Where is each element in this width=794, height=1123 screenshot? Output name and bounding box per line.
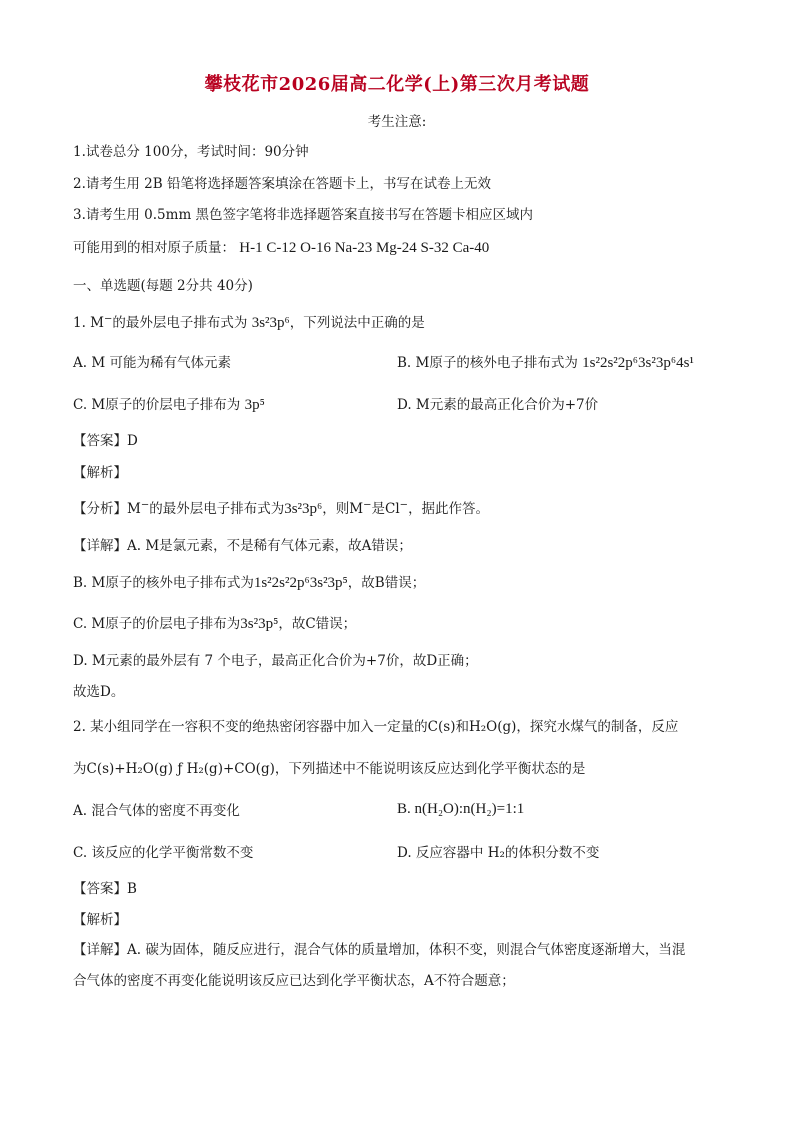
q1-fenxi-prefix: 【分析】M [73,501,141,517]
q1-detail-b-text: B. M原子的核外电子排布式为 [73,575,254,591]
q1-detail-d: D. M元素的最外层有 7 个电子，最高正化合价为+7价，故D正确； [73,653,478,669]
q1-fenxi-mid3: 是Cl [371,501,400,517]
q2-answer [73,880,137,898]
q1-fenxi-mid1: 的最外层电子排布式为 [149,501,285,517]
notice-heading: 考生注意: [367,114,427,130]
q2-detail-line2: 合气体的密度不再变化能说明该反应已达到化学平衡状态，A不符合题意； [73,973,515,989]
q1-option-b-text: B. M原子的核外电子排布式为 [397,355,578,371]
notice-2: 2.请考生用 2B 铅笔将选择题答案填涂在答题卡上，书写在试卷上无效 [73,176,491,192]
q1-option-c [73,396,265,414]
q2-answer-value: B [127,881,137,897]
q1-option-b [397,354,694,372]
q1-detail-c-text: C. M原子的价层电子排布为 [73,616,241,632]
notice-3: 3.请考生用 0.5mm 黑色签字笔将非选择题答案直接书写在答题卡相应区域内 [73,207,534,223]
q1-detail-label: 【详解】 [73,538,127,554]
q1-answer-value: D [127,433,138,449]
q1-option-c-text: C. M原子的价层电子排布为 [73,397,241,413]
q2-detail-line1: 【详解】A. 碳为固体，随反应进行，混合气体的质量增加，体积不变，则混合气体密度逐渐增大，当混 [73,942,686,958]
q1-detail-c-config: 3s²3p⁵ [240,616,279,632]
q1-stem-mid: 的最外层电子排布式为 [112,315,248,331]
q1-stem-suffix: ，下列说法中正确的是 [289,315,425,331]
q1-detail-c-suffix: ，故C错误； [278,616,357,632]
atomic-mass-values: H-1 C-12 O-16 Na-23 Mg-24 S-32 Ca-40 [239,240,490,256]
q1-option-a: A. M 可能为稀有气体元素 [73,355,231,371]
q1-detail-b-suffix: ，故B错误； [347,575,426,591]
q2-stem-line2: 为C(s)+H₂O(g) ƒ H₂(g)+CO(g)，下列描述中不能说明该反应达到化学平衡状态的是 [73,761,586,777]
q1-detail-a [73,537,412,555]
q1-fenxi [73,500,489,518]
section-heading: 一、单选题(每题 2分共 40分) [73,278,253,294]
q2-option-b: B. n(H₂O):n(H₂)=1:1 [397,801,525,817]
q2-answer-label: 【答案】 [73,881,127,897]
q1-fenxi-sup-2: − [363,499,372,511]
q1-fenxi-mid2: ，则M [322,501,364,517]
q2-stem-line1: 2. 某小组同学在一容积不变的绝热密闭容器中加入一定量的C(s)和H₂O(g)，探究水煤气的制备，反应 [73,719,679,735]
q1-detail-c [73,615,356,633]
q1-analysis-label: 【解析】 [73,465,127,481]
q1-stem [73,314,425,332]
q2-option-a: A. 混合气体的密度不再变化 [73,803,240,819]
atomic-mass-line [73,239,489,257]
q1-option-d: D. M元素的最高正化合价为+7价 [397,397,599,413]
q2-option-d: D. 反应容器中 H₂的体积分数不变 [397,845,600,861]
q1-fenxi-suffix: ，据此作答。 [408,501,490,517]
q2-option-c: C. 该反应的化学平衡常数不变 [73,845,254,861]
q1-fenxi-sup-3: − [399,499,409,511]
q1-detail-a-text: A. M是氯元素，不是稀有气体元素，故A错误； [127,538,412,554]
q1-detail-b-config: 1s²2s²2p⁶3s²3p⁵ [253,575,348,591]
q1-option-b-config: 1s²2s²2p⁶3s²3p⁶4s¹ [582,355,694,371]
q2-analysis-label: 【解析】 [73,912,127,928]
atomic-mass-label: 可能用到的相对原子质量： [73,240,235,256]
q1-detail-b [73,574,425,592]
page-title: 攀枝花市2026届高二化学(上)第三次月考试题 [204,74,590,95]
q1-conclusion: 故选D。 [73,684,125,700]
q1-option-c-config: 3p⁵ [244,397,265,413]
q1-stem-sup: − [104,313,113,325]
q1-stem-config: 3s²3p⁶ [251,315,290,331]
q1-answer-label: 【答案】 [73,433,127,449]
notice-1: 1.试卷总分 100分，考试时间：90分钟 [73,144,309,160]
q1-fenxi-config: 3s²3p⁶ [284,501,323,517]
q1-answer [73,432,138,450]
q1-fenxi-sup-1: − [140,499,150,511]
q1-stem-prefix: 1. M [73,315,104,331]
